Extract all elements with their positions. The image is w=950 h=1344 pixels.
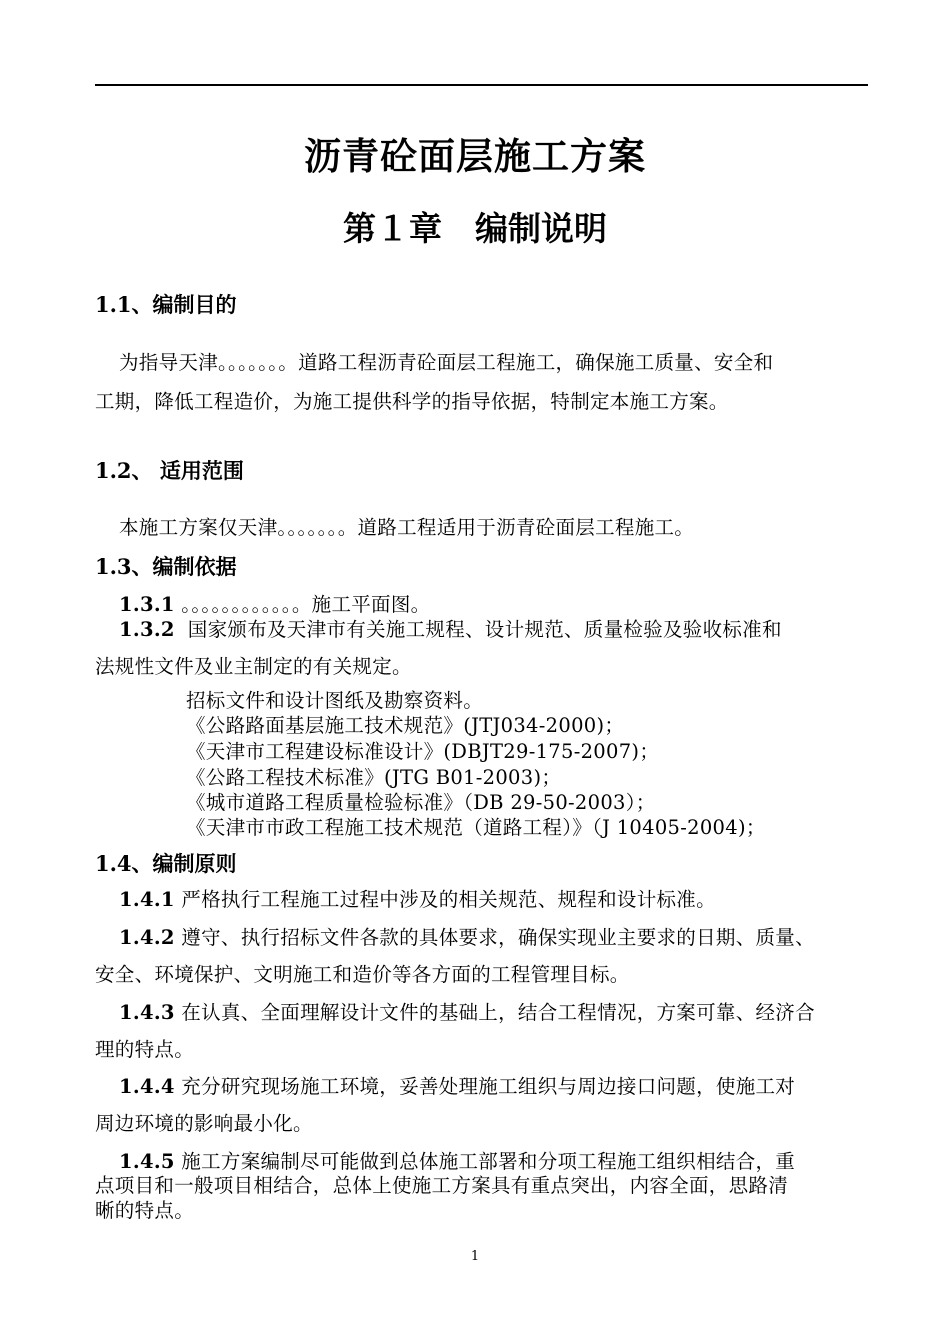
item-text: 。。。。。。。。。。。。施工平面图。 [181,593,431,616]
item-number: 1.4.4 [119,1075,175,1098]
paragraph-line: 安全、环境保护、文明施工和造价等各方面的工程管理目标。 [95,963,630,986]
paragraph-line: 法规性文件及业主制定的有关规定。 [95,655,412,678]
item-number: 1.4.3 [119,1001,175,1024]
list-item [119,997,815,1025]
paragraph-line: 为指导天津。。。。。。。道路工程沥青砼面层工程施工，确保施工质量、安全和 [119,351,774,374]
item-number: 1.3.1 [119,593,175,616]
list-item [119,589,430,617]
item-number: 1.3.2 [119,618,175,641]
list-item [119,614,782,642]
header-rule [95,84,868,86]
paragraph-line: 点项目和一般项目相结合，总体上使施工方案具有重点突出，内容全面，思路清 [95,1174,789,1197]
item-text: 在认真、全面理解设计文件的基础上，结合工程情况，方案可靠、经济合 [181,1001,815,1024]
list-item [119,922,815,950]
item-number: 1.4.1 [119,888,175,911]
item-text: 充分研究现场施工环境，妥善处理施工组织与周边接口问题，使施工对 [181,1075,796,1098]
paragraph-line: 工期，降低工程造价，为施工提供科学的指导依据，特制定本施工方案。 [95,390,729,413]
reference-item: 招标文件和设计图纸及勘察资料。 [186,689,484,712]
list-item [119,1071,795,1099]
chapter-heading: 第１章 编制说明 [343,209,607,248]
page-number: 1 [470,1249,480,1264]
reference-item: 《城市道路工程质量检验标准》（DB 29-50-2003）； [186,791,656,814]
list-item [119,884,716,912]
reference-item: 《天津市工程建设标准设计》(DBJT29-175-2007)； [186,740,660,763]
section-heading-1-1: 1.1、编制目的 [95,292,237,317]
section-heading-1-3: 1.3、编制依据 [95,554,237,579]
reference-item: 《天津市市政工程施工技术规范（道路工程）》（J 10405-2004)； [186,816,766,839]
item-text: 国家颁布及天津市有关施工规程、设计规范、质量检验及验收标准和 [187,618,782,641]
reference-item: 《公路工程技术标准》(JTG B01-2003)； [186,766,562,789]
section-heading-1-4: 1.4、编制原则 [95,851,237,876]
paragraph-line: 周边环境的影响最小化。 [95,1112,313,1135]
item-number: 1.4.2 [119,926,175,949]
item-number: 1.4.5 [119,1150,175,1173]
paragraph-line: 本施工方案仅天津。。。。。。。道路工程适用于沥青砼面层工程施工。 [119,516,695,539]
item-text: 严格执行工程施工过程中涉及的相关规范、规程和设计标准。 [181,888,716,911]
paragraph-line: 晰的特点。 [95,1199,195,1222]
item-text: 遵守、执行招标文件各款的具体要求，确保实现业主要求的日期、质量、 [181,926,815,949]
item-text: 施工方案编制尽可能做到总体施工部署和分项工程施工组织相结合，重 [181,1150,796,1173]
document-title: 沥青砼面层施工方案 [304,134,646,178]
section-heading-1-2: 1.2、 适用范围 [95,458,244,483]
reference-item: 《公路路面基层施工技术规范》(JTJ034-2000)； [186,714,625,737]
paragraph-line: 理的特点。 [95,1038,195,1061]
